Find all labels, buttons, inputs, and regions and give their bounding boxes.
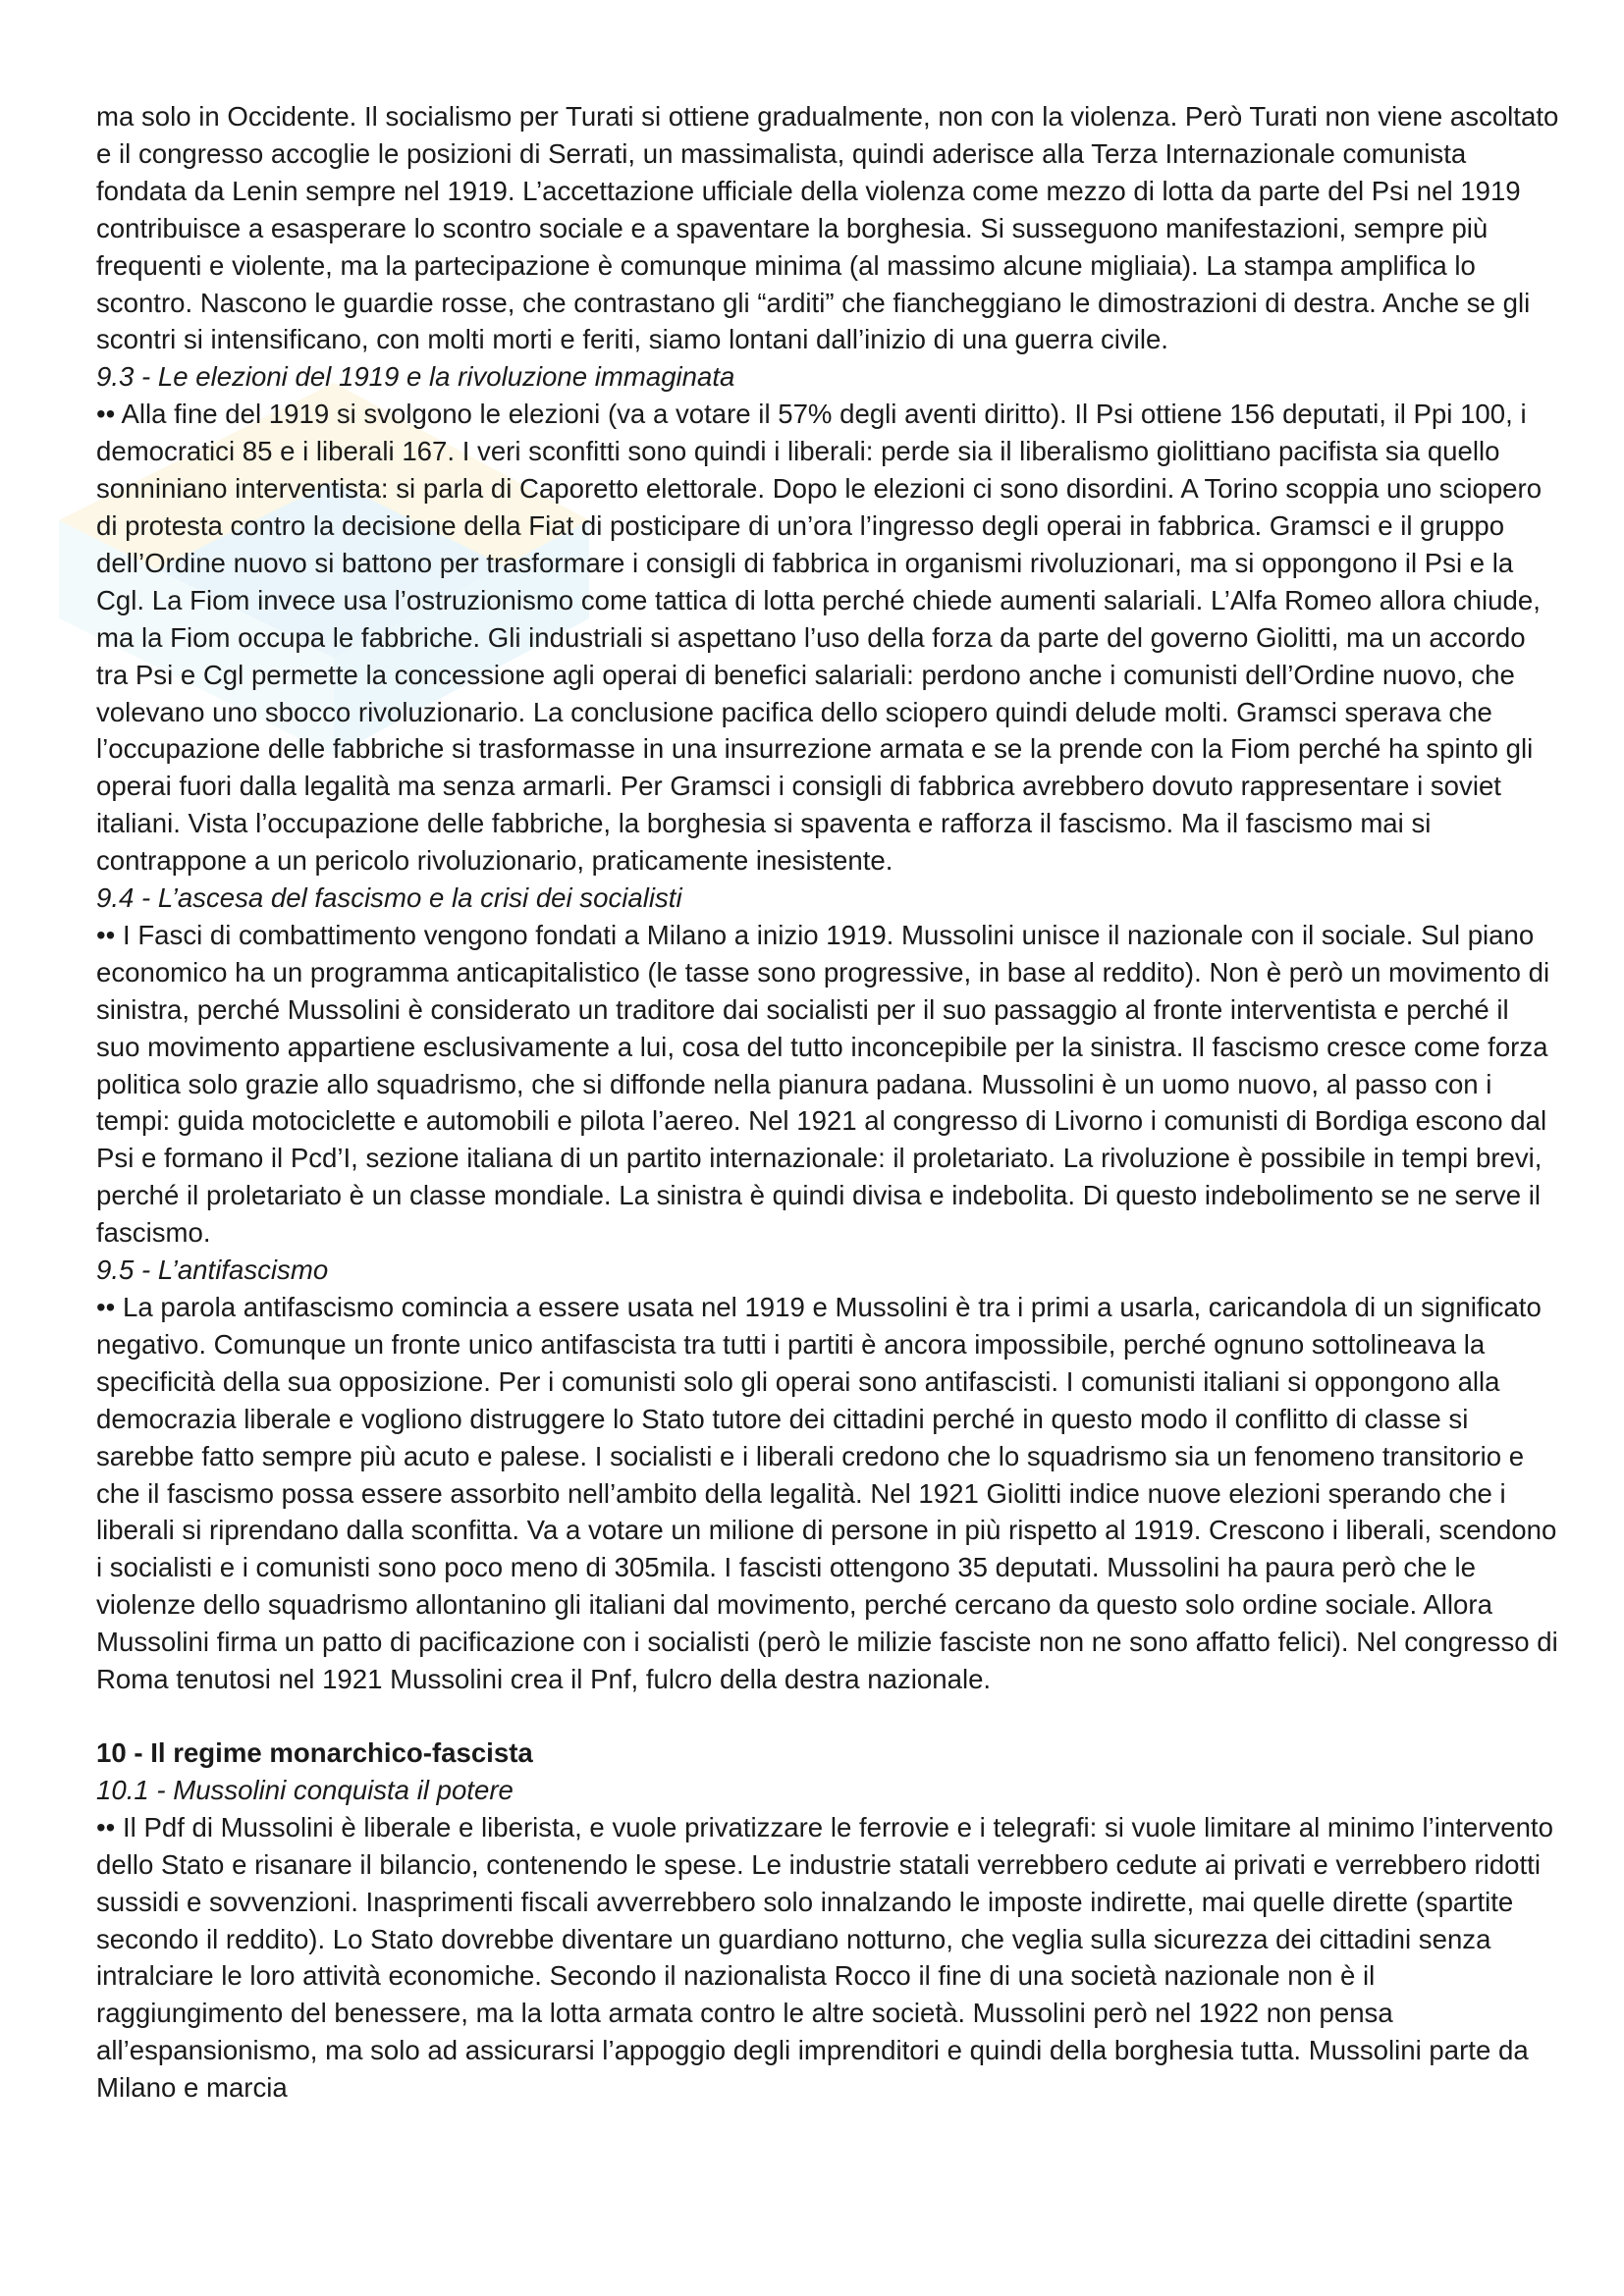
chapter-heading-10: 10 - Il regime monarchico-fascista xyxy=(96,1736,533,1768)
document-page xyxy=(96,98,1559,2107)
section-heading-9-3: 9.3 - Le elezioni del 1919 e la rivoluzione immaginata xyxy=(96,361,735,393)
paragraph-9-3: •• Alla fine del 1919 si svolgono le elezioni (va a votare il 57% degli aventi diritto). Il Psi ottiene 156 deputati, il Ppi 100, i democratici 85 e i liberali 167. I veri sconfitti sono quindi i liberali: perde sia il liberalismo giolittiano pacifista sia quello sonniniano interventista: si parla di Caporetto elettorale. Dopo le elezioni ci sono disordini. A Torino scoppia uno sciopero di protesta contro la decisione della Fiat di posticipare di un’ora l’ingresso degli operai in fabbrica. Gramsci e il gruppo dell’Ordine nuovo si battono per trasformare i consigli di fabbrica in organismi rivoluzionari, ma si oppongono il Psi e la Cgl. La Fiom invece usa l’ostruzionismo come tattica di lotta perché chiede aumenti salariali. L’Alfa Romeo allora chiude, ma la Fiom occupa le fabbriche. Gli industriali si aspettano l’uso della forza da parte del governo Giolitti, ma un accordo tra Psi e Cgl permette la concessione agli operai di benefici salariali: perdono anche i comunisti dell’Ordine nuovo, che volevano uno sbocco rivoluzionario. La conclusione pacifica dello sciopero quindi delude molti. Gramsci sperava che l’occupazione delle fabbriche si trasformasse in una insurrezione armata e se la prende con la Fiom perché ha spinto gli operai fuori dalla legalità ma senza armarli. Per Gramsci i consigli di fabbrica avrebbero dovuto rappresentare i soviet italiani. Vista l’occupazione delle fabbriche, la borghesia si spaventa e rafforza il fascismo. Ma il fascismo mai si contrappone a un pericolo rivoluzionario, praticamente inesistente. xyxy=(96,399,1543,877)
paragraph-9-4: •• I Fasci di combattimento vengono fondati a Milano a inizio 1919. Mussolini unisce il nazionale con il sociale. Sul piano economico ha un programma anticapitalistico (le tasse sono progressive, in base al reddito). Non è però un movimento di sinistra, perché Mussolini è considerato un traditore dai socialisti per il suo passaggio al fronte interventista e perché il suo movimento appartiene esclusivamente a lui, cosa del tutto inconcepibile per la sinistra. Il fascismo cresce come forza politica solo grazie allo squadrismo, che si diffonde nella pianura padana. Mussolini è un uomo nuovo, al passo con i tempi: guida motociclette e automobili e pilota l’aereo. Nel 1921 al congresso di Livorno i comunisti di Bordiga escono dal Psi e formano il Pcd’I, sezione italiana di un partito internazionale: il proletariato. La rivoluzione è possibile in tempi brevi, perché il proletariato è un classe mondiale. La sinistra è quindi divisa e indebolita. Di questo indebolimento se ne serve il fascismo. xyxy=(96,919,1550,1249)
paragraph-10-1: •• Il Pdf di Mussolini è liberale e liberista, e vuole privatizzare le ferrovie e i telegrafi: si vuole limitare al minimo l’intervento dello Stato e risanare il bilancio, contenendo le spese. Le industrie statali verrebbero cedute ai privati e verrebbero ridotti sussidi e sovvenzioni. Inasprimenti fiscali avverrebbero solo innalzando le imposte indirette, mai quelle dirette (spartite secondo il reddito). Lo Stato dovrebbe diventare un guardiano notturno, che veglia sulla sicurezza dei cittadini senza intralciare le loro attività economiche. Secondo il nazionalista Rocco il fine di una società nazionale non è il raggiungimento del benessere, ma la lotta armata contro le altre società. Mussolini però nel 1922 non pensa all’espansionismo, ma solo ad assicurarsi l’appoggio degli imprenditori e quindi della borghesia tutta. Mussolini parte da Milano e marcia xyxy=(96,1811,1553,2104)
section-heading-10-1: 10.1 - Mussolini conquista il potere xyxy=(96,1774,514,1805)
paragraph-intro: ma solo in Occidente. Il socialismo per Turati si ottiene gradualmente, non con la violenza. Però Turati non viene ascoltato e il congresso accoglie le posizioni di Serrati, un massimalista, quindi aderisce alla Terza Internazionale comunista fondata da Lenin sempre nel 1919. L’accettazione ufficiale della violenza come mezzo di lotta da parte del Psi nel 1919 contribuisce a esasperare lo scontro sociale e a spaventare la borghesia. Si susseguono manifestazioni, sempre più frequenti e violente, ma la partecipazione è comunque minima (al massimo alcune migliaia). La stampa amplifica lo scontro. Nascono le guardie rosse, che contrastano gli “arditi” che fiancheggiano le dimostrazioni di destra. Anche se gli scontri si intensificano, con molti morti e feriti, siamo lontani dall’inizio di una guerra civile. xyxy=(96,101,1559,355)
section-heading-9-5: 9.5 - L’antifascismo xyxy=(96,1255,329,1286)
paragraph-9-5: •• La parola antifascismo comincia a essere usata nel 1919 e Mussolini è tra i primi a usarla, caricandola di un significato negativo. Comunque un fronte unico antifascista tra tutti i partiti è ancora impossibile, perché ognuno sottolineava la specificità della sua opposizione. Per i comunisti solo gli operai sono antifascisti. I comunisti italiani si oppongono alla democrazia liberale e vogliono distruggere lo Stato tutore dei cittadini perché in questo modo il conflitto di classe si sarebbe fatto sempre più acuto e palese. I socialisti e i liberali credono che lo squadrismo sia un fenomeno transitorio e che il fascismo possa essere assorbito nell’ambito della legalità. Nel 1921 Giolitti indice nuove elezioni sperando che i liberali si riprendano dalla sconfitta. Va a votare un milione di persone in più rispetto al 1919. Crescono i liberali, scendono i socialisti e i comunisti sono poco meno di 305mila. I fascisti ottengono 35 deputati. Mussolini ha paura però che le violenze dello squadrismo allontanino gli italiani dal movimento, perché cercano da questo solo ordine sociale. Allora Mussolini firma un patto di pacificazione con i socialisti (però le milizie fasciste non ne sono affatto felici). Nel congresso di Roma tenutosi nel 1921 Mussolini crea il Pnf, fulcro della destra nazionale. xyxy=(96,1292,1558,1695)
section-heading-9-4: 9.4 - L’ascesa del fascismo e la crisi dei socialisti xyxy=(96,882,682,914)
